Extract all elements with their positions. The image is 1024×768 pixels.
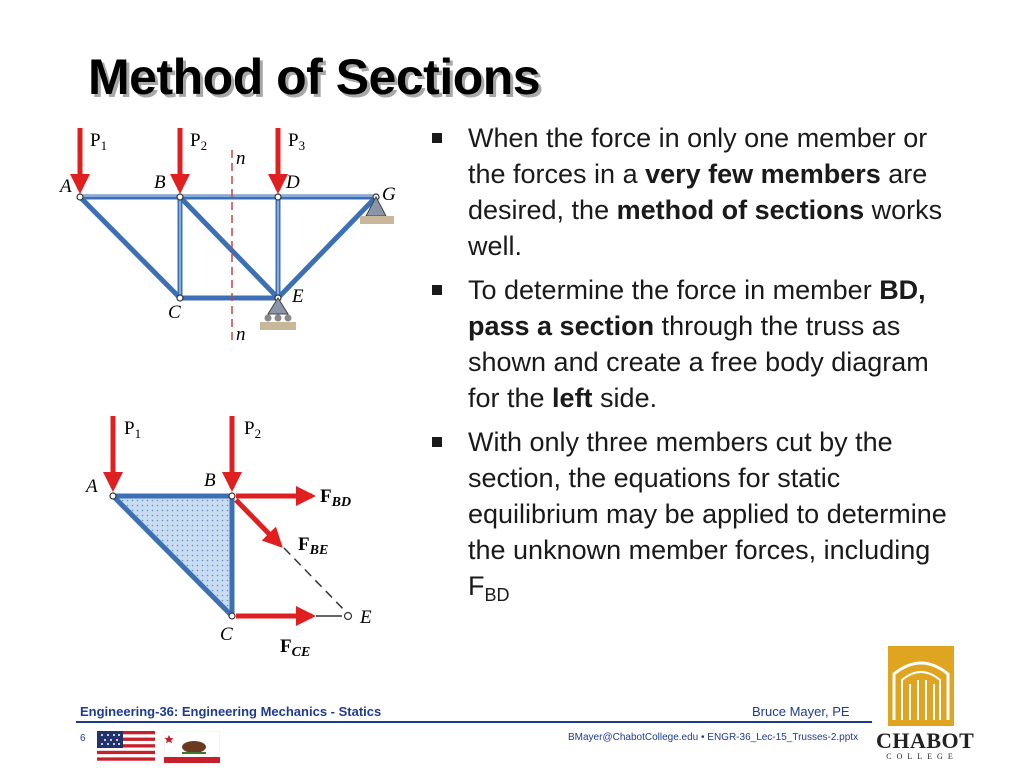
- fbd-load-label-p2: $P_2$: [244, 418, 262, 441]
- footer-author: Bruce Mayer, PE: [752, 704, 850, 719]
- fbd-node-label-a: A: [86, 476, 98, 497]
- us-flag-icon: [97, 731, 155, 763]
- bullet-text-2: To determine the force in member BD, pass a section through the truss as shown and create a free body diagram for the left side.: [468, 275, 929, 413]
- force-label-fce: $F_{CE}$: [280, 636, 311, 660]
- truss-members: [80, 197, 376, 298]
- force-label-fbe: $F_{BE}$: [298, 534, 329, 558]
- bullet-text-1: When the force in only one member or the forces in a very few members are desired, the method of sections works well.: [468, 123, 943, 261]
- roller-support-e: [260, 298, 296, 330]
- bullet-square-icon: [432, 437, 442, 447]
- node-label-b: B: [154, 172, 166, 193]
- truss-diagram: [56, 120, 406, 350]
- load-label-p3: $P_3$: [288, 130, 306, 153]
- footer-contact: BMayer@ChabotCollege.edu • ENGR-36_Lec-15_Trusses-2.pptx: [568, 732, 859, 743]
- node-label-g: G: [382, 184, 396, 205]
- node-label-a: A: [60, 176, 72, 197]
- free-body-diagram: [80, 408, 390, 668]
- node-label-c: C: [168, 302, 181, 323]
- fbd-node-label-b: B: [204, 470, 216, 491]
- slide-number: 6: [80, 733, 86, 744]
- bullet-square-icon: [432, 133, 442, 143]
- california-flag-icon: [164, 731, 220, 763]
- footer-course-title: Engineering-36: Engineering Mechanics - Statics: [80, 704, 382, 719]
- load-label-p1: $P_1$: [90, 130, 108, 153]
- bullet-item-1: [430, 120, 960, 264]
- bullet-item-3: [430, 424, 960, 604]
- bullet-list: [430, 120, 960, 612]
- bullet-item-2: [430, 272, 960, 416]
- bullet-square-icon: [432, 285, 442, 295]
- node-label-e: E: [292, 286, 304, 307]
- logo-name: CHABOT: [876, 728, 975, 753]
- section-label-top: n: [236, 148, 246, 169]
- load-label-p2: $P_2$: [190, 130, 208, 153]
- section-label-bottom: n: [236, 324, 246, 345]
- chabot-logo-icon: [888, 646, 954, 726]
- force-label-fbd: $F_{BD}$: [320, 486, 352, 510]
- bullet-text-3: With only three members cut by the section, the equations for static equilibrium may be applied to determine the unknown member forces, including $F_{BD}$: [468, 427, 947, 605]
- node-label-d: D: [286, 172, 300, 193]
- fbd-node-label-c: C: [220, 624, 233, 645]
- footer-divider: [76, 721, 872, 723]
- fbd-load-label-p1: $P_1$: [124, 418, 142, 441]
- logo-subtitle: COLLEGE: [886, 752, 958, 761]
- fbd-node-label-e: E: [360, 607, 372, 628]
- slide-title: Method of Sections: [88, 49, 541, 105]
